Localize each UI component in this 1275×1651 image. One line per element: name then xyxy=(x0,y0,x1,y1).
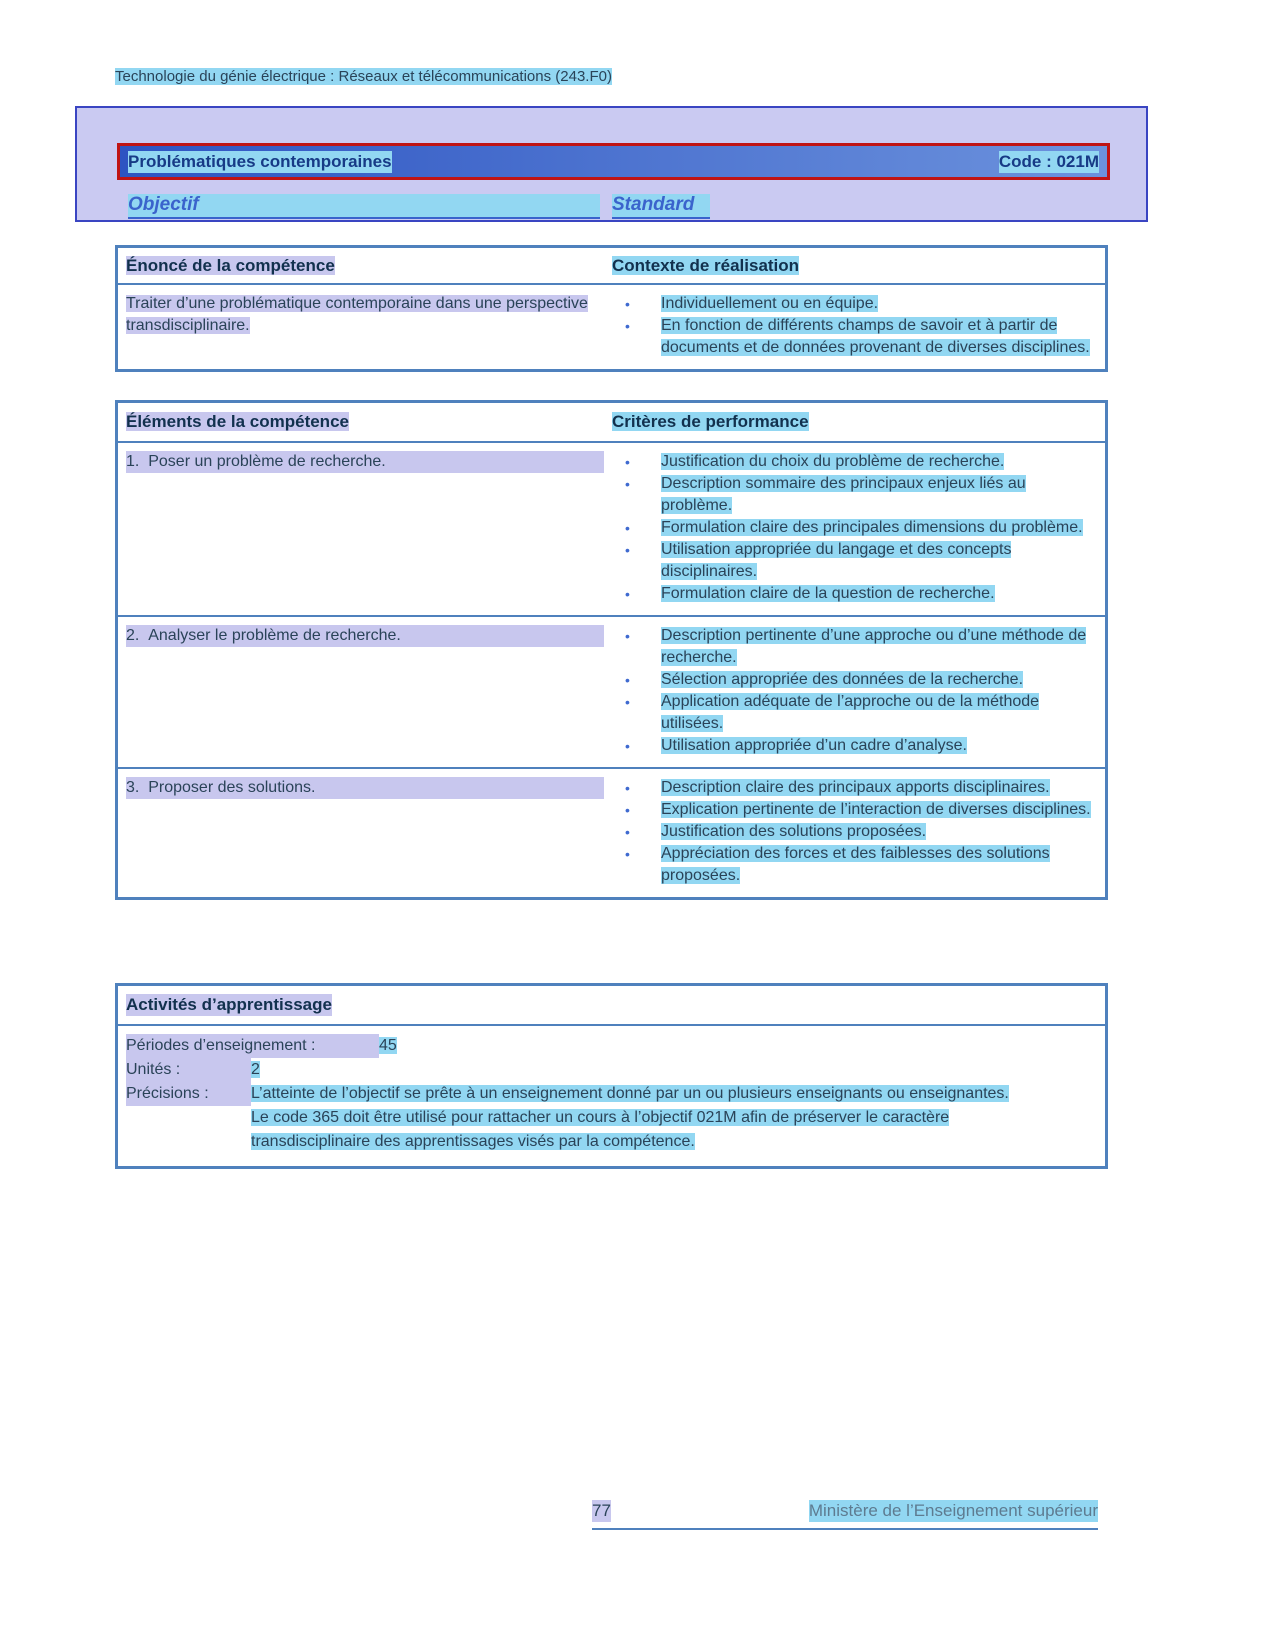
ministry-name: Ministère de l’Enseignement supérieur xyxy=(808,1501,1098,1520)
bullet-icon: • xyxy=(625,780,630,796)
precision-paragraph: L’atteinte de l’objectif se prête à un enseignement donné par un ou plusieurs enseignants ou enseignantes. xyxy=(251,1085,1009,1102)
element-cell xyxy=(126,777,610,887)
competency-title: Problématiques contemporaines xyxy=(128,151,392,171)
precisions-text xyxy=(251,1082,1066,1154)
objectif-standard-row xyxy=(128,194,710,219)
standard-heading: Standard xyxy=(612,194,710,219)
element-cell xyxy=(126,451,610,605)
elements-header-cell xyxy=(118,411,602,433)
competence-table-header xyxy=(118,248,1105,285)
competence-table-row xyxy=(118,285,1105,369)
bullet-item xyxy=(610,735,1097,757)
bullet-icon: • xyxy=(625,586,630,602)
program-title-text: Technologie du génie électrique : Réseaux et télécommunications (243.F0) xyxy=(115,68,612,85)
bullet-icon: • xyxy=(625,672,630,688)
bullet-item xyxy=(610,799,1097,821)
precisions-label: Précisions : xyxy=(126,1082,251,1106)
competency-code: Code : 021M xyxy=(998,151,1099,171)
enonce-text: Traiter d’une problématique contemporaine dans une perspective transdisciplinaire. xyxy=(126,295,588,334)
page-number: 77 xyxy=(592,1501,611,1520)
bullet-icon: • xyxy=(625,694,630,710)
bullet-text: Sélection appropriée des données de la recherche. xyxy=(661,671,1024,688)
bullet-icon: • xyxy=(625,738,630,754)
bullet-icon: • xyxy=(625,802,630,818)
bullet-text: Explication pertinente de l’interaction de diverses disciplines. xyxy=(661,801,1091,818)
bullet-item xyxy=(610,691,1097,735)
precision-paragraph: Le code 365 doit être utilisé pour rattacher un cours à l’objectif 021M afin de préserver le caractère transdisciplinaire des apprentissages visés par la compétence. xyxy=(251,1109,950,1150)
bullet-text: Appréciation des forces et des faiblesses des solutions proposées. xyxy=(661,845,1050,884)
criteres-cell xyxy=(610,777,1097,887)
bullet-text: Utilisation appropriée du langage et des concepts disciplinaires. xyxy=(661,541,1012,580)
element-cell xyxy=(126,625,610,757)
bullet-icon: • xyxy=(625,846,630,862)
contexte-cell xyxy=(610,293,1097,359)
element-text: 3. Proposer des solutions. xyxy=(126,777,604,799)
competency-title-box xyxy=(75,106,1148,222)
bullet-text: Formulation claire des principales dimensions du problème. xyxy=(661,519,1083,536)
bullet-icon: • xyxy=(625,454,630,470)
bullet-icon: • xyxy=(625,824,630,840)
precisions-row xyxy=(126,1082,1097,1154)
criteres-cell xyxy=(610,625,1097,757)
periodes-label: Périodes d’enseignement : xyxy=(126,1034,379,1058)
bullet-text: Formulation claire de la question de recherche. xyxy=(661,585,995,602)
bullet-icon: • xyxy=(625,628,630,644)
bullet-item xyxy=(610,473,1097,517)
bullet-text: Justification du choix du problème de recherche. xyxy=(661,453,1005,470)
criteres-cell xyxy=(610,451,1097,605)
enonce-header-label: Énoncé de la compétence xyxy=(126,255,335,275)
bullet-item xyxy=(610,843,1097,887)
competency-title-bar xyxy=(117,143,1110,180)
contexte-header-cell xyxy=(602,255,1105,277)
bullet-item xyxy=(610,583,1097,605)
unites-label: Unités : xyxy=(126,1058,251,1082)
bullet-icon: • xyxy=(625,296,630,312)
activities-box xyxy=(115,983,1108,1169)
bullet-item xyxy=(610,777,1097,799)
activities-header xyxy=(118,986,1105,1026)
element-row-1 xyxy=(118,443,1105,615)
enonce-cell xyxy=(126,293,610,359)
bullet-text: Application adéquate de l’approche ou de la méthode utilisées. xyxy=(661,693,1040,732)
bullet-text: Justification des solutions proposées. xyxy=(661,823,927,840)
activities-body xyxy=(118,1026,1105,1166)
bullet-item xyxy=(610,539,1097,583)
bullet-item xyxy=(610,625,1097,669)
bullet-item xyxy=(610,517,1097,539)
element-row-2 xyxy=(118,615,1105,767)
unites-row xyxy=(126,1058,1097,1082)
elements-table-header xyxy=(118,403,1105,443)
element-row-3 xyxy=(118,767,1105,897)
bullet-item xyxy=(610,451,1097,473)
unites-value: 2 xyxy=(251,1061,260,1078)
periodes-value: 45 xyxy=(379,1037,397,1054)
bullet-text: Utilisation appropriée d’un cadre d’analyse. xyxy=(661,737,967,754)
competence-table xyxy=(115,245,1108,372)
bullet-item xyxy=(610,293,1097,315)
element-text: 1. Poser un problème de recherche. xyxy=(126,451,604,473)
bullet-text: En fonction de différents champs de savoir et à partir de documents et de données provenant de diverses disciplines. xyxy=(661,317,1090,356)
bullet-item xyxy=(610,669,1097,691)
criteres-header-cell xyxy=(602,411,1105,433)
bullet-text: Individuellement ou en équipe. xyxy=(661,295,879,312)
elements-header-label: Éléments de la compétence xyxy=(126,412,349,431)
element-text: 2. Analyser le problème de recherche. xyxy=(126,625,604,647)
activities-header-label: Activités d’apprentissage xyxy=(126,995,332,1014)
elements-table xyxy=(115,400,1108,900)
bullet-icon: • xyxy=(625,520,630,536)
bullet-text: Description pertinente d’une approche ou d’une méthode de recherche. xyxy=(661,627,1087,666)
objectif-heading: Objectif xyxy=(128,194,600,219)
bullet-item xyxy=(610,821,1097,843)
bullet-icon: • xyxy=(625,318,630,334)
document-running-header xyxy=(115,66,612,88)
bullet-icon: • xyxy=(625,476,630,492)
page-footer xyxy=(592,1500,1098,1530)
bullet-item xyxy=(610,315,1097,359)
criteres-header-label: Critères de performance xyxy=(612,412,809,431)
contexte-header-label: Contexte de réalisation xyxy=(612,255,800,275)
bullet-text: Description sommaire des principaux enjeux liés au problème. xyxy=(661,475,1026,514)
bullet-text: Description claire des principaux apports disciplinaires. xyxy=(661,779,1050,796)
bullet-icon: • xyxy=(625,542,630,558)
enonce-header-cell xyxy=(118,255,602,277)
periodes-row xyxy=(126,1034,1097,1058)
